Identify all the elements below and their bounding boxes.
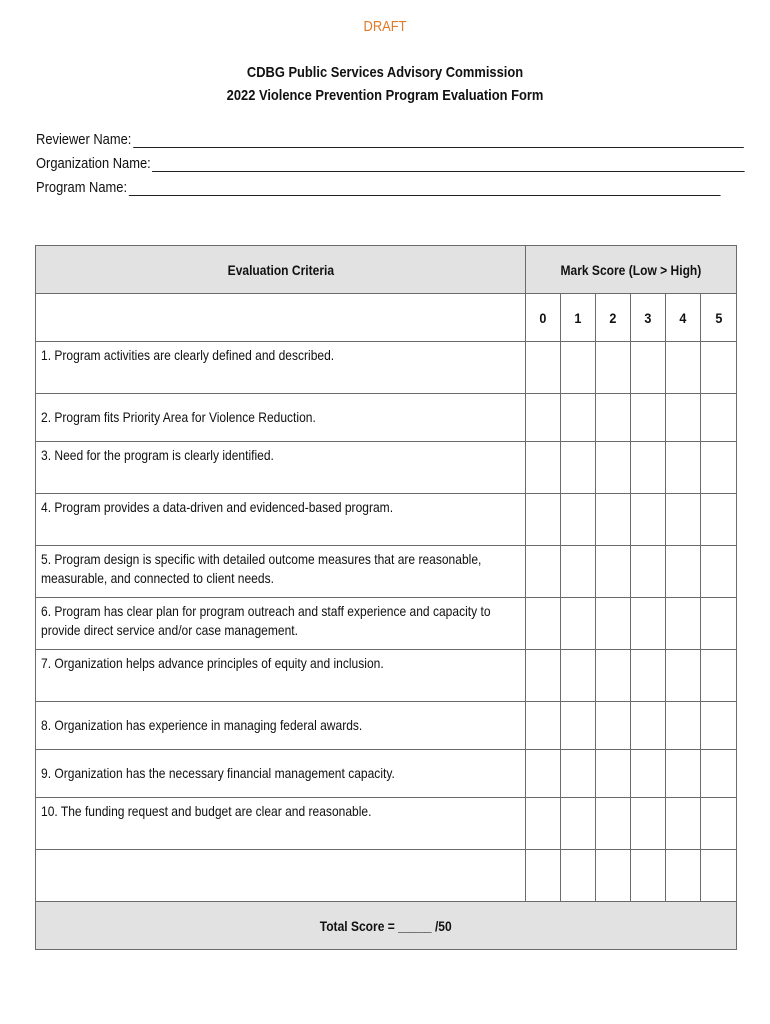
score-cell[interactable] bbox=[701, 442, 737, 494]
score-cell[interactable] bbox=[631, 442, 666, 494]
criterion-text: 8. Organization has experience in managing federal awards. bbox=[36, 702, 526, 750]
criteria-row-2 bbox=[36, 394, 737, 442]
score-cell[interactable] bbox=[561, 494, 596, 546]
criterion-text: 6. Program has clear plan for program outreach and staff experience and capacity to provide direct service and/or case management. bbox=[36, 598, 526, 650]
program-name-field[interactable] bbox=[36, 179, 720, 196]
program-name-label: Program Name: bbox=[36, 179, 128, 196]
score-cell[interactable] bbox=[701, 798, 737, 850]
reviewer-name-line[interactable] bbox=[133, 133, 744, 148]
criterion-text: 9. Organization has the necessary financial management capacity. bbox=[36, 750, 526, 798]
form-title-line2: 2022 Violence Prevention Program Evaluation Form bbox=[226, 87, 544, 104]
score-cell[interactable] bbox=[596, 798, 631, 850]
score-cell[interactable] bbox=[701, 546, 737, 598]
score-label-2: 2 bbox=[596, 294, 631, 342]
score-cell[interactable] bbox=[701, 702, 737, 750]
score-cell[interactable] bbox=[666, 750, 701, 798]
criteria-row-blank bbox=[36, 850, 737, 902]
score-cell[interactable] bbox=[666, 598, 701, 650]
score-cell[interactable] bbox=[631, 494, 666, 546]
organization-name-line[interactable] bbox=[152, 157, 745, 172]
criterion-text: 7. Organization helps advance principles of equity and inclusion. bbox=[36, 650, 526, 702]
criteria-row-6 bbox=[36, 598, 737, 650]
score-cell[interactable] bbox=[596, 750, 631, 798]
score-cell[interactable] bbox=[596, 702, 631, 750]
criteria-row-4 bbox=[36, 494, 737, 546]
score-cell[interactable] bbox=[701, 394, 737, 442]
score-cell[interactable] bbox=[596, 394, 631, 442]
score-cell[interactable] bbox=[631, 798, 666, 850]
score-cell[interactable] bbox=[631, 650, 666, 702]
score-cell[interactable] bbox=[701, 750, 737, 798]
criterion-text: 5. Program design is specific with detailed outcome measures that are reasonable, measurable, and connected to client needs. bbox=[36, 546, 526, 598]
score-cell[interactable] bbox=[596, 598, 631, 650]
score-cell[interactable] bbox=[666, 494, 701, 546]
criterion-text: 2. Program fits Priority Area for Violence Reduction. bbox=[36, 394, 526, 442]
score-cell[interactable] bbox=[701, 598, 737, 650]
score-label-0: 0 bbox=[526, 294, 561, 342]
score-label-5: 5 bbox=[701, 294, 737, 342]
score-cell[interactable] bbox=[666, 394, 701, 442]
form-title-line1: CDBG Public Services Advisory Commission bbox=[246, 64, 524, 81]
reviewer-name-label: Reviewer Name: bbox=[36, 131, 132, 148]
score-cell[interactable] bbox=[666, 442, 701, 494]
organization-name-label: Organization Name: bbox=[36, 155, 151, 172]
criteria-row-7 bbox=[36, 650, 737, 702]
score-header-blank bbox=[36, 294, 526, 342]
score-cell[interactable] bbox=[631, 702, 666, 750]
score-cell[interactable] bbox=[701, 342, 737, 394]
organization-name-field[interactable] bbox=[36, 155, 745, 172]
score-cell[interactable] bbox=[631, 750, 666, 798]
program-name-line[interactable] bbox=[129, 181, 721, 196]
score-cell[interactable] bbox=[631, 598, 666, 650]
criterion-text: 4. Program provides a data-driven and evidenced-based program. bbox=[36, 494, 526, 546]
score-label-1: 1 bbox=[561, 294, 596, 342]
score-cell[interactable] bbox=[596, 650, 631, 702]
score-cell[interactable] bbox=[561, 798, 596, 850]
criterion-text: 3. Need for the program is clearly identified. bbox=[36, 442, 526, 494]
criterion-text: 10. The funding request and budget are clear and reasonable. bbox=[36, 798, 526, 850]
score-cell[interactable] bbox=[701, 650, 737, 702]
score-cell[interactable] bbox=[561, 598, 596, 650]
score-label-3: 3 bbox=[631, 294, 666, 342]
score-cell[interactable] bbox=[666, 650, 701, 702]
score-cell[interactable] bbox=[596, 442, 631, 494]
evaluation-table bbox=[35, 245, 737, 950]
score-header: Mark Score (Low > High) bbox=[526, 246, 737, 294]
criterion-text: 1. Program activities are clearly defined and described. bbox=[36, 342, 526, 394]
score-cell[interactable] bbox=[596, 546, 631, 598]
score-cell[interactable] bbox=[631, 546, 666, 598]
score-cell[interactable] bbox=[561, 702, 596, 750]
score-cell[interactable] bbox=[666, 546, 701, 598]
score-cell[interactable] bbox=[631, 394, 666, 442]
score-cell[interactable] bbox=[561, 850, 596, 902]
criteria-row-8 bbox=[36, 702, 737, 750]
reviewer-name-field[interactable] bbox=[36, 131, 744, 148]
score-cell[interactable] bbox=[561, 342, 596, 394]
criteria-row-9 bbox=[36, 750, 737, 798]
total-score: Total Score = _____ /50 bbox=[36, 902, 737, 950]
score-cell[interactable] bbox=[596, 342, 631, 394]
score-cell[interactable] bbox=[666, 702, 701, 750]
criterion-blank[interactable] bbox=[36, 850, 526, 902]
criteria-row-5 bbox=[36, 546, 737, 598]
score-cell[interactable] bbox=[631, 850, 666, 902]
score-cell[interactable] bbox=[631, 342, 666, 394]
criteria-header: Evaluation Criteria bbox=[36, 246, 526, 294]
score-label-4: 4 bbox=[666, 294, 701, 342]
score-cell[interactable] bbox=[701, 494, 737, 546]
criteria-row-10 bbox=[36, 798, 737, 850]
score-cell[interactable] bbox=[561, 650, 596, 702]
score-cell[interactable] bbox=[701, 850, 737, 902]
draft-label: DRAFT bbox=[363, 18, 407, 35]
score-cell[interactable] bbox=[561, 546, 596, 598]
criteria-row-3 bbox=[36, 442, 737, 494]
score-cell[interactable] bbox=[666, 798, 701, 850]
score-cell[interactable] bbox=[666, 850, 701, 902]
score-cell[interactable] bbox=[526, 850, 561, 902]
score-cell[interactable] bbox=[561, 442, 596, 494]
score-cell[interactable] bbox=[596, 494, 631, 546]
score-cell[interactable] bbox=[596, 850, 631, 902]
total-score-row bbox=[36, 902, 737, 950]
criteria-row-1 bbox=[36, 342, 737, 394]
score-cell[interactable] bbox=[666, 342, 701, 394]
score-cell[interactable] bbox=[561, 394, 596, 442]
score-cell[interactable] bbox=[561, 750, 596, 798]
